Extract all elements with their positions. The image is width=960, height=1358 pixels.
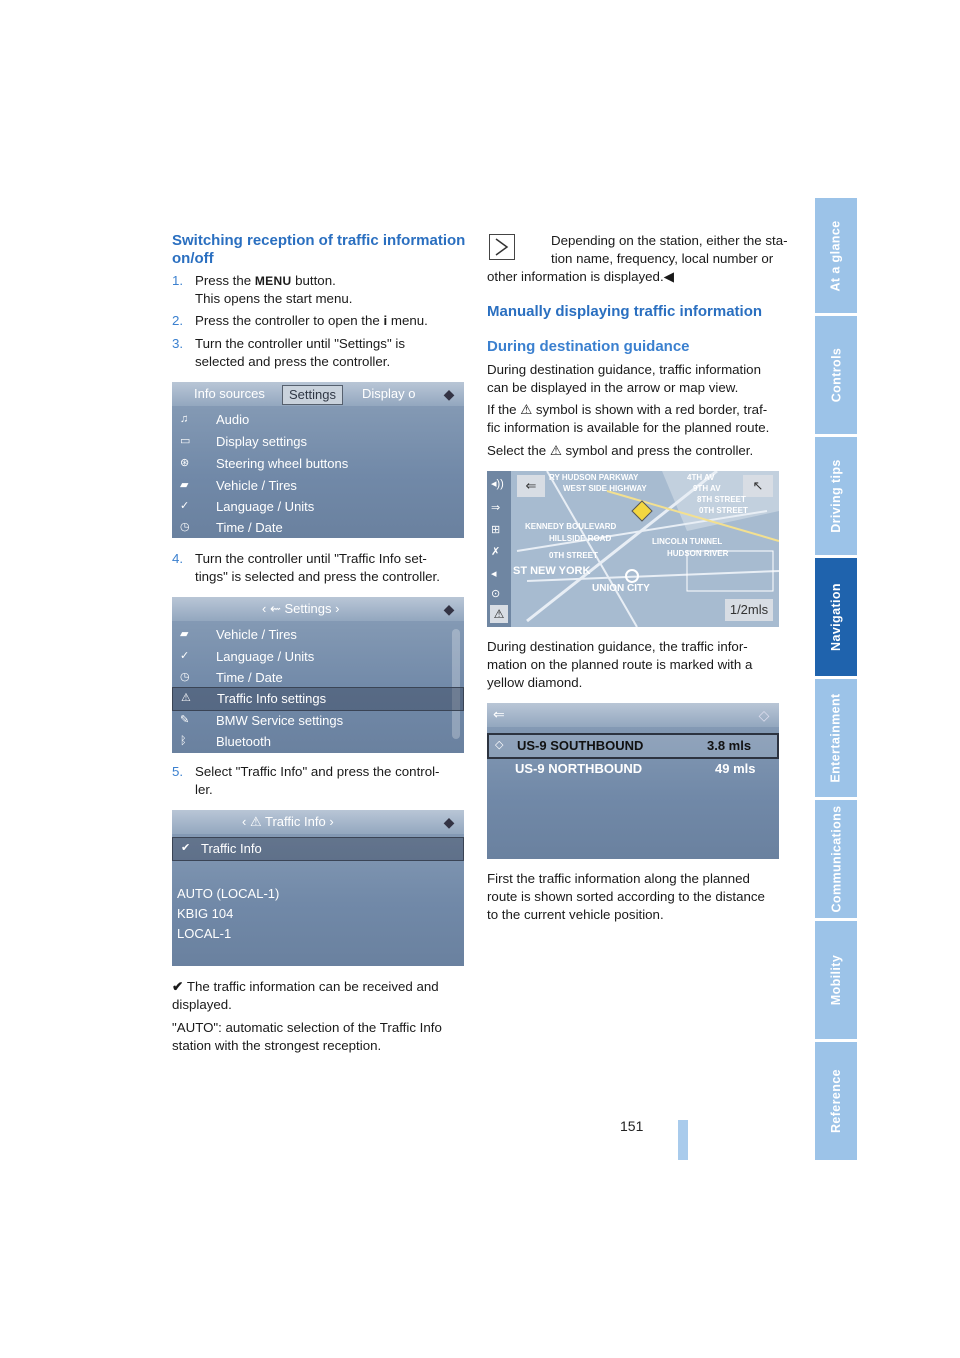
tab-driving-tips[interactable]: Driving tips — [815, 437, 857, 555]
menu-item[interactable]: ◷ Time / Date — [180, 520, 283, 535]
clock-icon: ◷ — [180, 671, 190, 683]
note-arrow-icon — [489, 234, 515, 260]
page-number: 151 — [620, 1118, 644, 1134]
screen-map — [487, 471, 779, 627]
tab-mobility[interactable]: Mobility — [815, 921, 857, 1039]
checkmark-icon: ✔ — [172, 979, 184, 994]
map-label: LINCOLN TUNNEL — [652, 537, 723, 546]
screen-settings: ‹ ⇜ Settings › ◆ ▰ Vehicle / Tires ✓ Language / Units ◷ Time / Date ⚠ Traffic Info settings ✎ BMW Service settings ᛒ Bluetooth — [172, 597, 464, 753]
menu-item[interactable]: ♫ Audio — [180, 412, 250, 427]
display-icon: ▭ — [180, 435, 191, 447]
menu-item[interactable]: ▰ Vehicle / Tires — [180, 478, 297, 493]
controller-icon: ◆ — [443, 386, 455, 402]
map-label: RY HUDSON PARKWAY — [549, 473, 639, 482]
section-heading: Switching reception of traffic information on/off — [172, 232, 466, 267]
audio-icon: ♫ — [180, 413, 189, 425]
vehicle-icon: ▰ — [180, 479, 189, 491]
menu-item[interactable]: ▭ Display settings — [180, 434, 308, 449]
tab-reference[interactable]: Reference — [815, 1042, 857, 1160]
map-label: HILLSIDE ROAD — [549, 534, 612, 543]
screen-traffic-info: ‹ ⚠ Traffic Info › ◆ ✔ Traffic Info AUTO (LOCAL-1) KBIG 104 LOCAL-1 — [172, 810, 464, 966]
tab-settings[interactable]: Settings — [282, 385, 343, 405]
menu-item[interactable]: ᛒ Bluetooth — [180, 734, 271, 749]
map-label: 4TH AV — [687, 473, 715, 482]
yellow-diamond-icon: ◇ — [495, 739, 504, 751]
traffic-info-checkbox[interactable]: ✔ Traffic Info — [172, 837, 464, 861]
controller-icon: ◇ — [758, 707, 770, 723]
steering-wheel-icon: ⊛ — [180, 457, 190, 469]
clock-icon: ◷ — [180, 521, 190, 533]
station-item[interactable]: AUTO (LOCAL-1) — [177, 886, 280, 901]
map-label: WEST SIDE HIGHWAY — [563, 484, 647, 493]
controller-icon: ◆ — [443, 601, 455, 617]
map-label: 0TH STREET — [549, 551, 598, 560]
map-label: KENNEDY BOULEVARD — [525, 522, 617, 531]
page-marker — [678, 1120, 688, 1160]
traffic-row[interactable]: US-9 NORTHBOUND 49 mls — [515, 761, 756, 776]
auto-text: "AUTO": automatic selection of the Traffic Info station with the strongest reception. — [172, 1020, 442, 1053]
map-scale-button[interactable]: 1/2mls — [725, 599, 773, 621]
traffic-row-selected[interactable]: ◇ US-9 SOUTHBOUND 3.8 mls — [487, 733, 779, 759]
controller-icon: ◆ — [443, 814, 455, 830]
tab-entertainment[interactable]: Entertainment — [815, 679, 857, 797]
menu-item[interactable]: ✓ Language / Units — [180, 499, 315, 514]
volume-icon[interactable]: ◂)) — [491, 478, 504, 490]
station-item[interactable]: LOCAL-1 — [177, 926, 232, 941]
split-screen-icon[interactable]: ⊞ — [491, 524, 501, 536]
back-arrow-icon[interactable]: ⇐ — [517, 475, 545, 497]
menu-item[interactable]: ✎ BMW Service settings — [180, 713, 344, 728]
manual-heading: Manually displaying traffic information — [487, 303, 763, 320]
language-icon: ✓ — [180, 500, 190, 512]
map-label: 0TH STREET — [699, 506, 748, 515]
traffic-car-icon: ⇜ — [269, 601, 281, 616]
checkmark-icon: ✔ — [181, 842, 191, 854]
north-arrow-icon[interactable]: ↖ — [743, 475, 773, 497]
screen-traffic-list — [487, 703, 779, 859]
warning-triangle-icon: ⚠ — [181, 692, 191, 704]
tab-controls[interactable]: Controls — [815, 316, 857, 434]
menu-item[interactable]: ⊛ Steering wheel buttons — [180, 456, 349, 471]
tab-navigation[interactable]: Navigation — [815, 558, 857, 676]
warning-triangle-icon: ⚠ — [549, 443, 562, 458]
back-arrow-icon[interactable]: ⇐ — [493, 706, 505, 722]
map-label: 8TH STREET — [697, 495, 746, 504]
menu-item[interactable]: ◷ Time / Date — [180, 670, 283, 685]
tab-info-sources[interactable]: Info sources — [194, 386, 265, 401]
traffic-warning-icon: ⚠ — [249, 814, 262, 829]
clock-icon[interactable]: ⊙ — [491, 588, 501, 600]
menu-item[interactable]: ▰ Vehicle / Tires — [180, 627, 297, 642]
map-label: UNION CITY — [592, 583, 650, 594]
tab-communications[interactable]: Communications — [815, 800, 857, 918]
note-text: ✔ The traffic information can be received and displayed. — [172, 979, 439, 1012]
tab-display[interactable]: Display o — [362, 386, 416, 401]
vehicle-icon: ▰ — [180, 628, 189, 640]
service-icon: ✎ — [180, 714, 190, 726]
warning-triangle-icon: ⚠ — [520, 402, 533, 417]
pedestrian-icon[interactable]: ✗ — [491, 546, 501, 558]
traffic-warning-icon[interactable]: ⚠ — [490, 605, 508, 623]
info-menu-icon: i — [383, 313, 388, 328]
language-icon: ✓ — [180, 650, 190, 662]
map-label: 9TH AV — [693, 484, 721, 493]
station-item[interactable]: KBIG 104 — [177, 906, 234, 921]
tab-at-a-glance[interactable]: At a glance — [815, 198, 857, 313]
map-label: HUDSON RIVER — [667, 549, 729, 558]
bluetooth-icon: ᛒ — [180, 735, 187, 747]
menu-button-icon: MENU — [254, 274, 292, 288]
guidance-subheading: During destination guidance — [487, 338, 690, 355]
map-label: ST NEW YORK — [513, 565, 591, 577]
screen-start-menu — [172, 382, 464, 538]
menu-item-selected[interactable]: ⚠ Traffic Info settings — [172, 687, 464, 711]
compass-icon[interactable]: ◂ — [491, 568, 497, 580]
menu-item[interactable]: ✓ Language / Units — [180, 649, 315, 664]
arrow-view-icon[interactable]: ⇒ — [491, 502, 501, 514]
